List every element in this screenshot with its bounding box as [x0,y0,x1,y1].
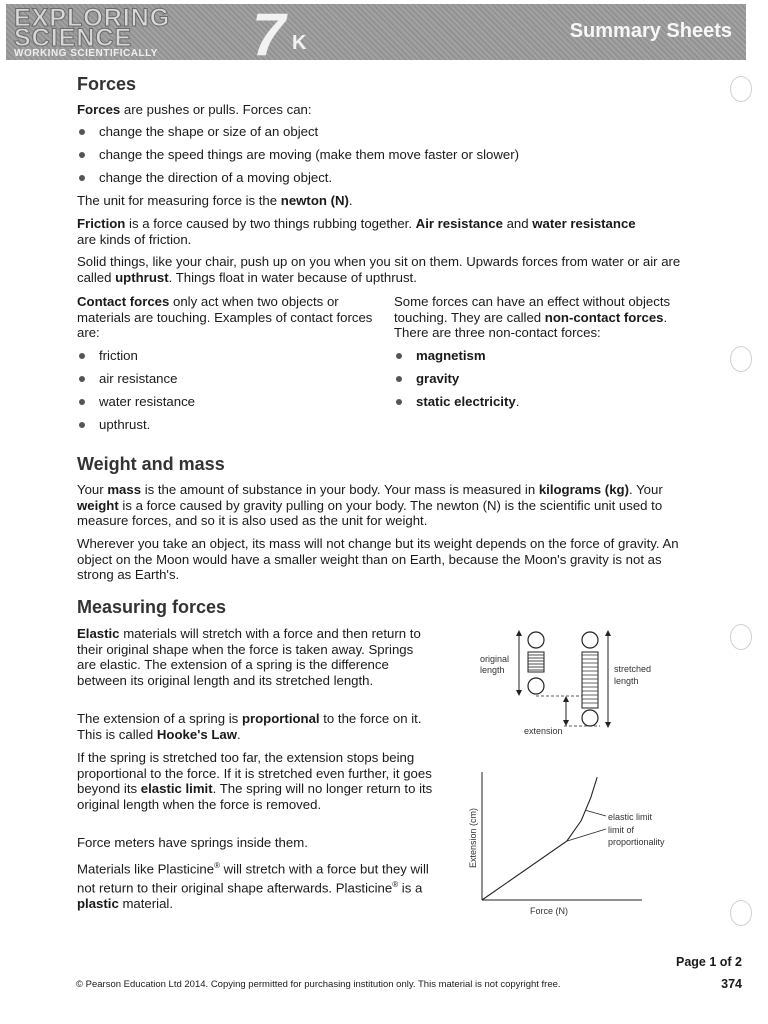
stretched-spring-top-loop [582,632,598,648]
contact-forces-list [77,348,367,440]
brand-line-1: EXPLORING [14,4,171,32]
spring-top-loop [528,632,544,648]
plasticine-paragraph: Materials like Plasticine® will stretch with a force but they will not return to their original shape afterwards. Plasticine® is a plastic material. [77,861,429,911]
stretched-label: length [614,676,639,686]
list-item: upthrust. [77,417,367,440]
proportionality-label-line1: limit of [608,825,635,835]
page-indicator: Page 1 of 2 [676,955,742,969]
unit-number: 7 [252,1,286,68]
brand-line-3: WORKING SCIENTIFICALLY [14,48,158,59]
weight-heading: Weight and mass [77,454,225,474]
punch-hole [730,624,752,650]
measuring-heading: Measuring forces [77,597,227,617]
list-item: static electricity. [394,394,694,417]
proportionality-label-line2: proportionality [608,837,665,847]
forces-heading: Forces [77,74,137,94]
original-label: length [480,665,505,675]
page-number: 374 [721,977,742,991]
extension-label: extension [524,726,563,736]
upthrust-text: Solid things, like your chair, push up on you when you sit on them. Upwards forces from water or air are called upthrust. Things float in water because of upthrust. [77,254,681,285]
spring-bottom-loop [528,678,544,694]
weight-paragraph-1: Your mass is the amount of substance in your body. Your mass is measured in kilograms (kg). Your weight is a force caused by gravity pulling on your body. The newton (N) is the scientific unit used to measure forces, and so it is also used as the unit for weight. [77,482,663,528]
stretched-spring-coil [582,652,598,708]
list-item: air resistance [77,371,367,394]
stretched-label: stretched [614,664,652,674]
forces-intro: Forces are pushes or pulls. Forces can: [77,102,312,117]
list-item: gravity [394,371,694,394]
non-contact-forces-text: Some forces can have an effect without objects touching. They are called non-contact forces. There are three non-contact forces: [394,294,671,340]
stretched-spring-bottom-loop [582,710,598,726]
copyright-footer: © Pearson Education Ltd 2014. Copying permitted for purchasing institution only. This material is not copyright free. [76,979,561,990]
non-contact-forces-list [394,348,694,417]
list-item: change the shape or size of an object [77,124,717,147]
elastic-limit-paragraph: If the spring is stretched too far, the extension stops being proportional to the force. If it is stretched even further, it goes beyond its elastic limit. The spring will no longer return to its original length when the force is removed. [77,750,433,812]
proportionality-pointer [567,829,606,841]
brand-line-2: SCIENCE [14,24,133,52]
friction-text: Friction is a force caused by two things rubbing together. Air resistance and water resistance are kinds of friction. [77,216,636,247]
y-axis-label: Extension (cm) [468,807,478,868]
contact-forces-text: Contact forces only act when two objects or materials are touching. Examples of contact forces are: [77,294,373,340]
proportionality-label [608,825,665,847]
list-item: change the speed things are moving (make them move faster or slower) [77,147,717,170]
x-axis-label: Force (N) [530,906,568,916]
list-item: friction [77,348,367,371]
elastic-paragraph: Elastic materials will stretch with a force and then return to their original shape when the force is taken away. Springs are elastic. The extension of a spring is the difference between its original length and its stretched length. [77,626,421,688]
header-banner [6,1,746,68]
list-item: change the direction of a moving object. [77,170,717,193]
hookes-law-paragraph: The extension of a spring is proportional to the force on it. This is called Hooke's Law. [77,711,422,742]
data-line [482,777,597,900]
banner-title: Summary Sheets [569,20,732,42]
unit-letter: K [292,32,307,54]
punch-hole [730,76,752,102]
forces-bullet-list [77,124,717,193]
original-label: original [480,654,510,664]
list-item: water resistance [77,394,367,417]
punch-hole [730,346,752,372]
force-meter-paragraph: Force meters have springs inside them. [77,835,308,850]
list-item: magnetism [394,348,694,371]
punch-hole [730,900,752,926]
elastic-limit-label: elastic limit [608,812,653,822]
elastic-limit-pointer [586,810,606,816]
force-unit-text: The unit for measuring force is the newton (N). [77,193,353,208]
extension-force-chart [460,768,700,918]
spring-diagram [470,624,680,748]
weight-paragraph-2: Wherever you take an object, its mass will not change but its weight depends on the force of gravity. An object on the Moon would have a smaller weight than on Earth, because the Moon's gravity is not as strong as Earth's. [77,536,679,582]
